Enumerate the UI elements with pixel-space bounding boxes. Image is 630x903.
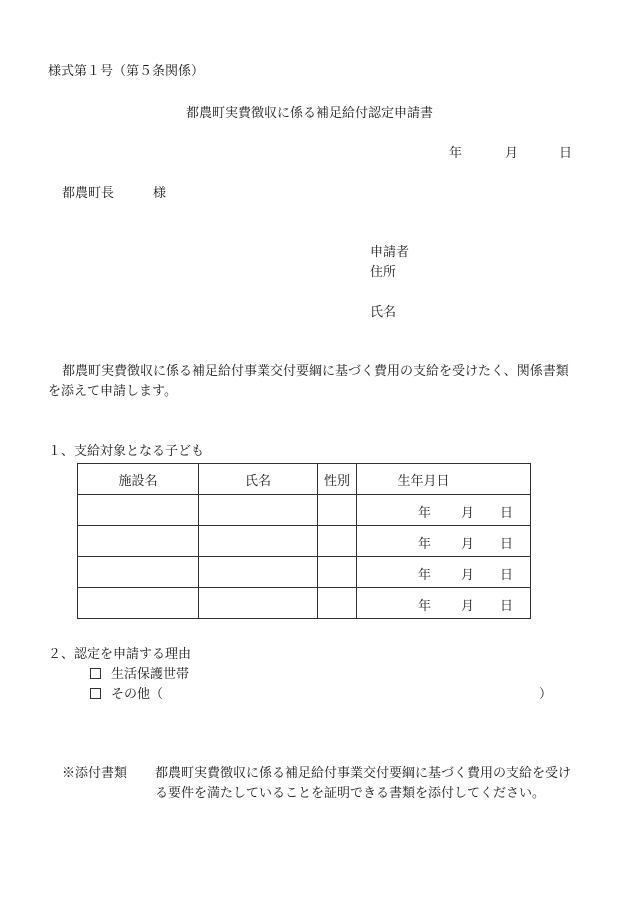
page-title: 都農町実費徴収に係る補足給付認定申請書: [186, 106, 434, 121]
table-row: [78, 526, 531, 557]
reason-option-other[interactable]: [90, 687, 163, 703]
date-month-label: 月: [505, 146, 519, 161]
addressee-honorific: 様: [153, 186, 167, 201]
children-table: [77, 463, 531, 619]
addressee-name: 都農町長: [62, 186, 115, 201]
date-year-label: 年: [449, 146, 463, 161]
col-name-header: 氏名: [199, 464, 318, 495]
table-row: [78, 495, 531, 526]
section2-heading: ２、認定を申請する理由: [48, 647, 192, 662]
gender-cell[interactable]: [318, 557, 357, 588]
reason-option-label: その他（: [111, 687, 164, 702]
facility-cell[interactable]: [78, 557, 199, 588]
other-close-paren: ）: [539, 687, 553, 702]
name-cell[interactable]: [199, 588, 318, 619]
name-cell[interactable]: [199, 495, 318, 526]
dob-cell[interactable]: 年 月 日: [357, 588, 531, 619]
table-row: [78, 588, 531, 619]
body-line-2: を添えて申請します。: [48, 384, 177, 399]
date-day-label: 日: [559, 146, 573, 161]
facility-cell[interactable]: [78, 495, 199, 526]
applicant-label: 申請者: [370, 245, 410, 260]
reason-option-welfare[interactable]: [90, 667, 189, 683]
attachments-line-1: 都農町実費徴収に係る補足給付事業交付要綱に基づく費用の支給を受け: [155, 766, 572, 781]
name-cell[interactable]: [199, 557, 318, 588]
reason-option-label: 生活保護世帯: [111, 667, 190, 682]
facility-cell[interactable]: [78, 588, 199, 619]
col-gender-header: 性別: [318, 464, 357, 495]
dob-cell[interactable]: 年 月 日: [357, 557, 531, 588]
checkbox-icon[interactable]: [90, 688, 101, 699]
attachments-line-2: る要件を満たしていることを証明できる書類を添付してください。: [155, 786, 546, 801]
applicant-address-label: 住所: [370, 265, 397, 280]
name-cell[interactable]: [199, 526, 318, 557]
table-header-row: [78, 464, 531, 495]
dob-cell[interactable]: 年 月 日: [357, 526, 531, 557]
applicant-name-label: 氏名: [370, 305, 397, 320]
form-number: 様式第１号（第５条関係）: [48, 64, 205, 79]
col-facility-header: 施設名: [78, 464, 199, 495]
dob-cell[interactable]: 年 月 日: [357, 495, 531, 526]
checkbox-icon[interactable]: [90, 668, 101, 679]
section1-heading: １、支給対象となる子ども: [48, 444, 205, 459]
col-dob-header: 生年月日: [357, 464, 531, 495]
facility-cell[interactable]: [78, 526, 199, 557]
body-line-1: 都農町実費徴収に係る補足給付事業交付要綱に基づく費用の支給を受けたく、関係書類: [62, 364, 569, 379]
gender-cell[interactable]: [318, 495, 357, 526]
table-row: [78, 557, 531, 588]
gender-cell[interactable]: [318, 588, 357, 619]
attachments-label: ※添付書類: [62, 766, 128, 781]
gender-cell[interactable]: [318, 526, 357, 557]
